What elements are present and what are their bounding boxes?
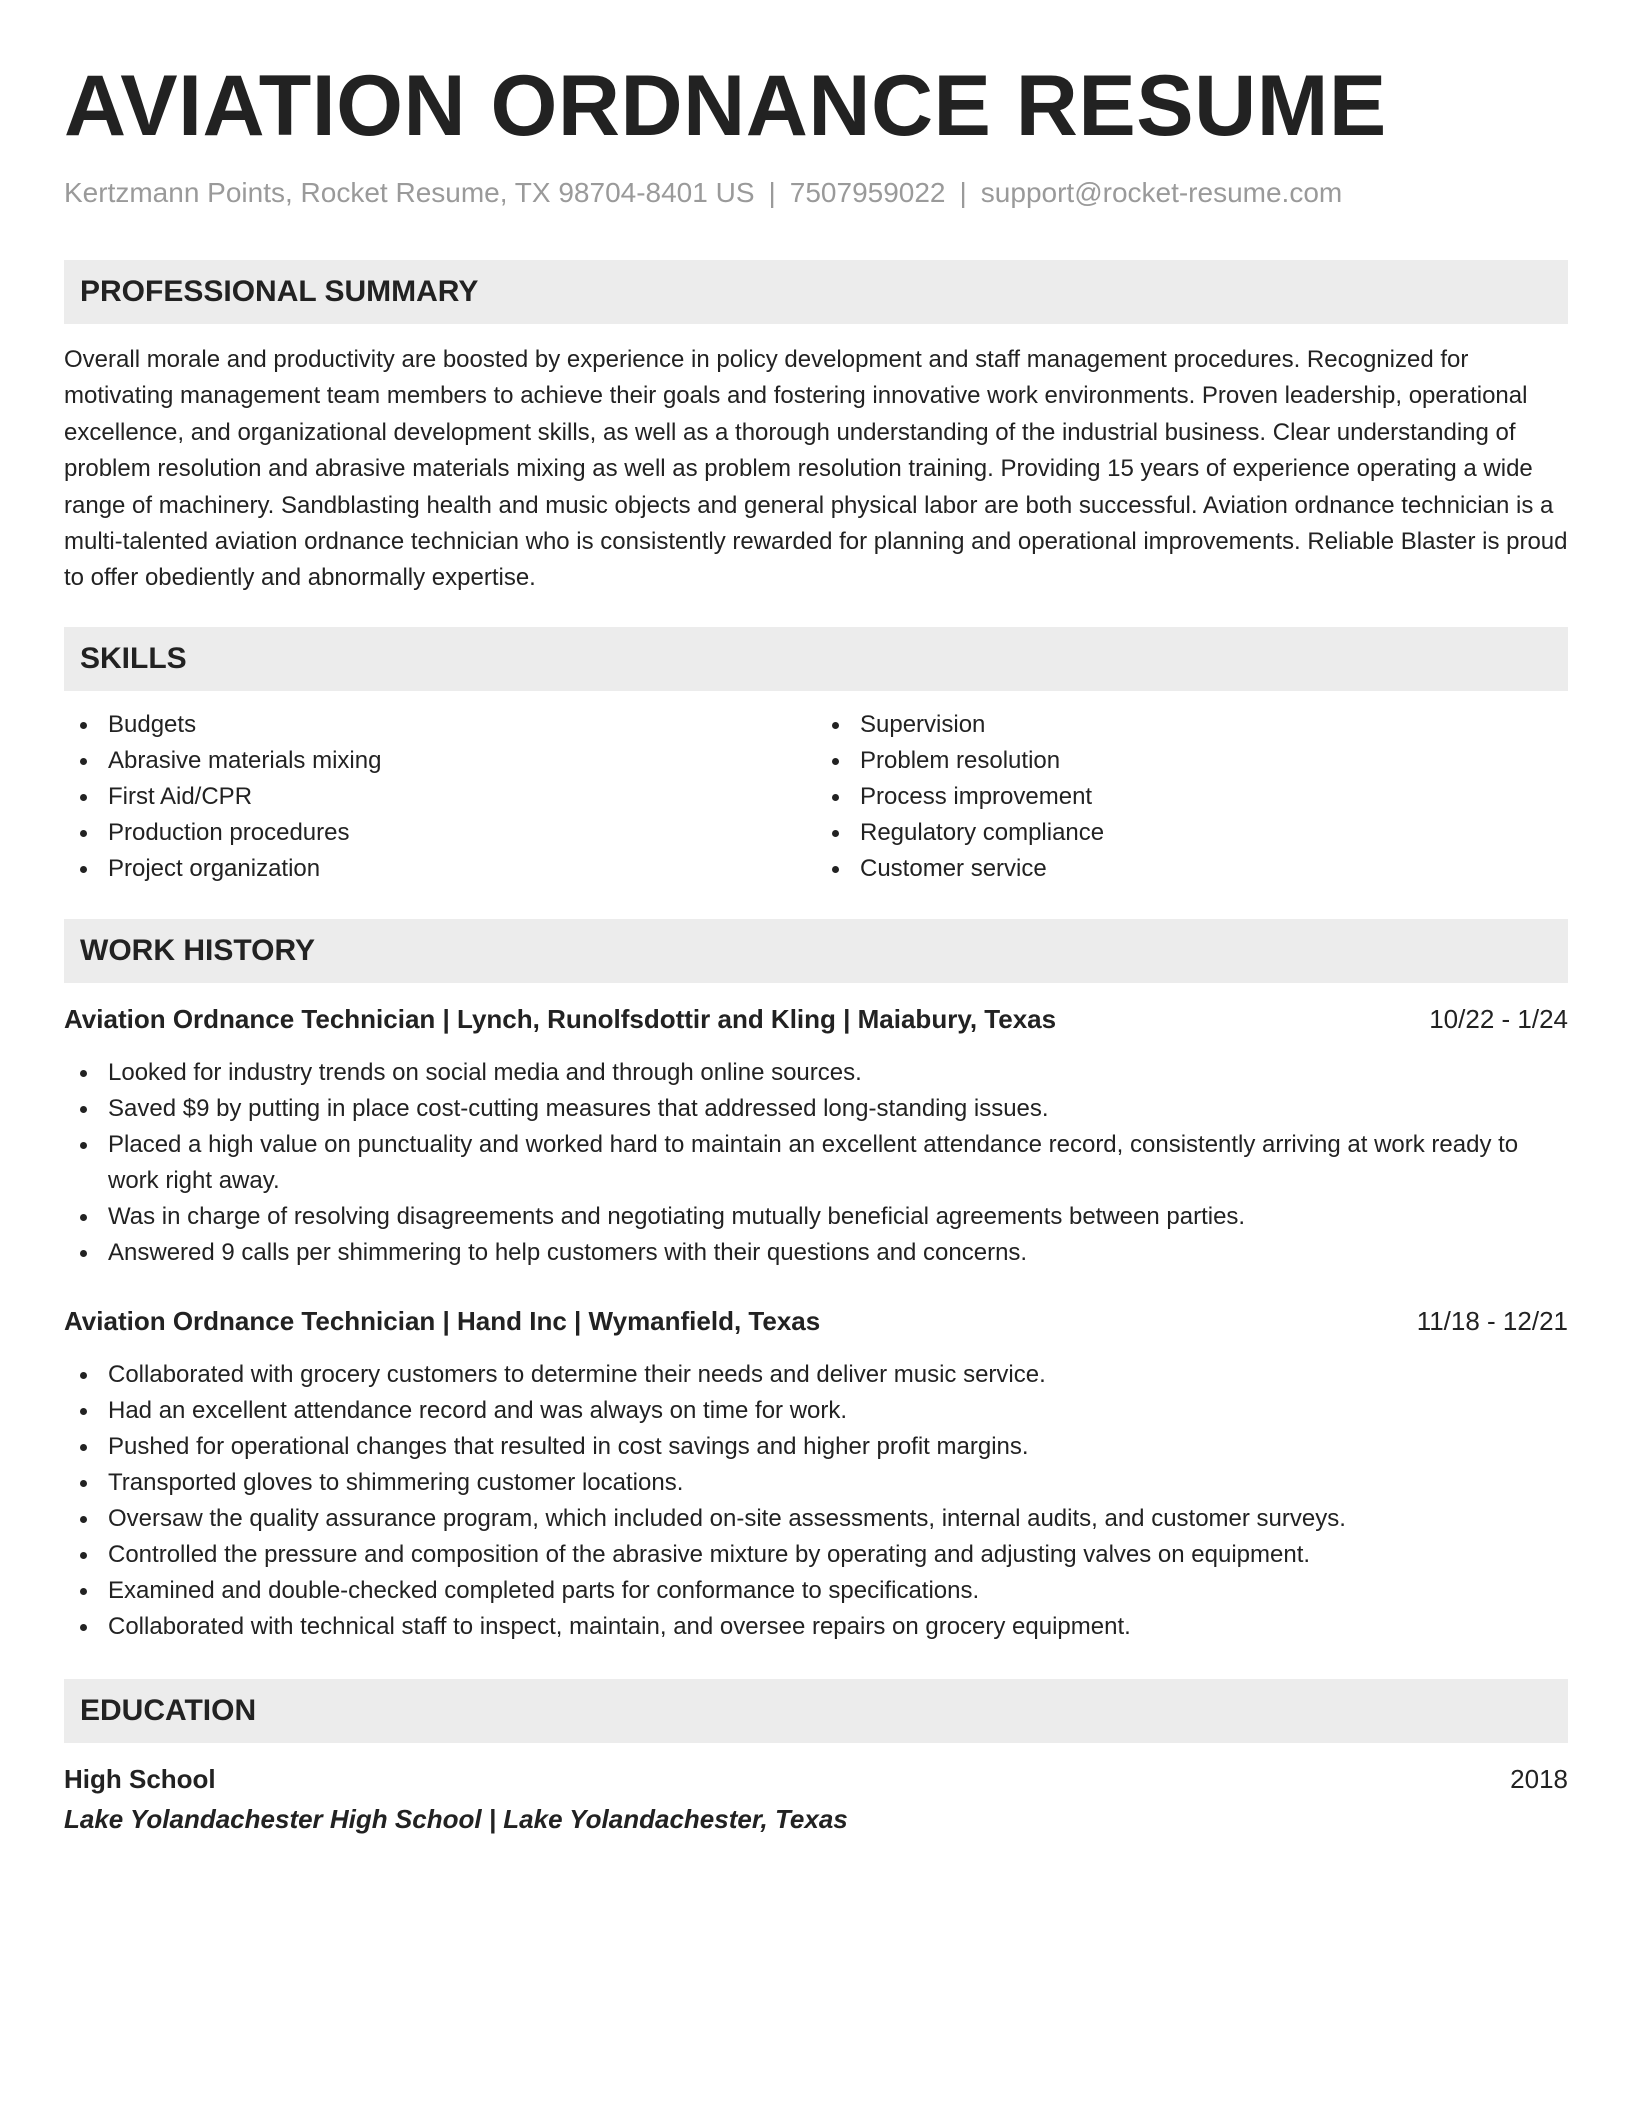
skill-item: Process improvement xyxy=(816,779,1568,815)
skills-grid xyxy=(64,707,1568,887)
list-item: Looked for industry trends on social media and through online sources. xyxy=(64,1055,1568,1091)
skill-item: Abrasive materials mixing xyxy=(64,743,816,779)
job-bullets xyxy=(64,1357,1568,1645)
education-heading: EDUCATION xyxy=(64,1679,1568,1743)
list-item: Saved $9 by putting in place cost-cutting measures that addressed long-standing issues. xyxy=(64,1091,1568,1127)
skill-item: Customer service xyxy=(816,851,1568,887)
job-entry xyxy=(64,1303,1568,1645)
skill-item: First Aid/CPR xyxy=(64,779,816,815)
list-item: Answered 9 calls per shimmering to help customers with their questions and concerns. xyxy=(64,1235,1568,1271)
work-history-heading: WORK HISTORY xyxy=(64,919,1568,983)
summary-heading: PROFESSIONAL SUMMARY xyxy=(64,260,1568,324)
skill-item: Problem resolution xyxy=(816,743,1568,779)
list-item: Collaborated with grocery customers to determine their needs and deliver music service. xyxy=(64,1357,1568,1393)
list-item: Pushed for operational changes that resulted in cost savings and higher profit margins. xyxy=(64,1429,1568,1465)
list-item: Was in charge of resolving disagreements and negotiating mutually beneficial agreements between parties. xyxy=(64,1199,1568,1235)
contact-phone: 7507959022 xyxy=(789,177,946,208)
education-school: Lake Yolandachester High School | Lake Yolandachester, Texas xyxy=(64,1803,848,1834)
contact-separator: | xyxy=(959,177,967,208)
job-title: Aviation Ordnance Technician | Hand Inc | Wymanfield, Texas xyxy=(64,1305,821,1336)
education-degree: High School xyxy=(64,1763,216,1794)
list-item: Collaborated with technical staff to inspect, maintain, and oversee repairs on grocery equipment. xyxy=(64,1609,1568,1645)
job-entry xyxy=(64,1001,1568,1271)
contact-line xyxy=(64,176,1568,210)
skill-item: Supervision xyxy=(816,707,1568,743)
resume-title: AVIATION ORDNANCE RESUME xyxy=(64,58,1387,154)
job-header xyxy=(64,1001,1568,1037)
skill-item: Budgets xyxy=(64,707,816,743)
job-dates: 10/22 - 1/24 xyxy=(1429,1003,1568,1034)
summary-text: Overall morale and productivity are boosted by experience in policy development and staff management procedures. Recognized for motivating management team members to achieve their goals and fostering innovative work environments. Proven leadership, operational excellence, and organizational development skills, as well as a thorough understanding of the industrial business. Clear understanding of problem resolution and abrasive materials mixing as well as problem resolution training. Providing 15 years of experience operating a wide range of machinery. Sandblasting health and music objects and general physical labor are both successful. Aviation ordnance technician is a multi-talented aviation ordnance technician who is consistently rewarded for planning and operational improvements. Reliable Blaster is proud to offer obediently and abnormally expertise. xyxy=(64,346,1568,592)
job-dates: 11/18 - 12/21 xyxy=(1416,1305,1568,1336)
education-header xyxy=(64,1761,1568,1797)
contact-address: Kertzmann Points, Rocket Resume, TX 98704-8401 US xyxy=(64,177,755,208)
list-item: Controlled the pressure and composition of the abrasive mixture by operating and adjusting valves on equipment. xyxy=(64,1537,1568,1573)
contact-email: support@rocket-resume.com xyxy=(980,177,1343,208)
education-entry xyxy=(64,1761,1568,1837)
list-item: Placed a high value on punctuality and worked hard to maintain an excellent attendance record, consistently arriving at work ready to work right away. xyxy=(64,1127,1568,1199)
contact-separator: | xyxy=(768,177,776,208)
skills-column-left xyxy=(64,707,816,887)
list-item: Examined and double-checked completed parts for conformance to specifications. xyxy=(64,1573,1568,1609)
list-item: Had an excellent attendance record and was always on time for work. xyxy=(64,1393,1568,1429)
skill-item: Regulatory compliance xyxy=(816,815,1568,851)
skills-heading: SKILLS xyxy=(64,627,1568,691)
list-item: Oversaw the quality assurance program, which included on-site assessments, internal audits, and customer surveys. xyxy=(64,1501,1568,1537)
skill-item: Project organization xyxy=(64,851,816,887)
job-title: Aviation Ordnance Technician | Lynch, Runolfsdottir and Kling | Maiabury, Texas xyxy=(64,1003,1057,1034)
education-year: 2018 xyxy=(1510,1763,1568,1794)
list-item: Transported gloves to shimmering customer locations. xyxy=(64,1465,1568,1501)
job-bullets xyxy=(64,1055,1568,1271)
job-header xyxy=(64,1303,1568,1339)
skills-column-right xyxy=(816,707,1568,887)
skill-item: Production procedures xyxy=(64,815,816,851)
